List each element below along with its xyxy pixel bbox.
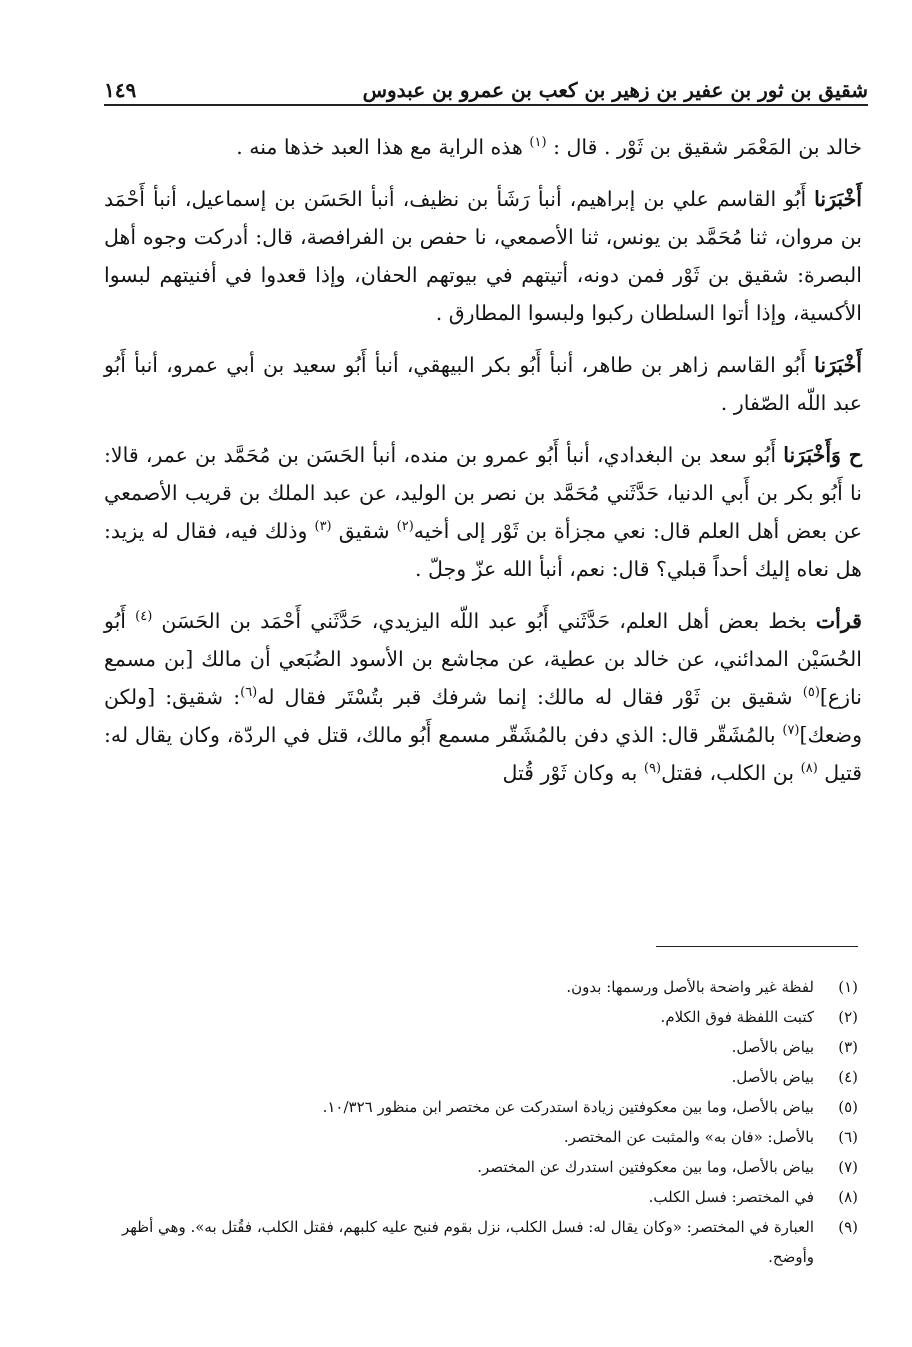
footnote-number: (٩) bbox=[838, 1218, 858, 1236]
page-number: ١٤٩ bbox=[104, 78, 137, 102]
footnote-item bbox=[104, 1032, 858, 1062]
footnote-text: بياض بالأصل، وما بين معكوفتين زيادة استدركت عن مختصر ابن منظور ١٠/٣٢٦. bbox=[322, 1098, 814, 1116]
paragraph-4 bbox=[104, 436, 862, 588]
footnote-item bbox=[104, 1122, 858, 1152]
footnote-number: (٧) bbox=[838, 1158, 858, 1176]
footnote-ref: (٤) bbox=[135, 609, 153, 625]
footnote-number: (٥) bbox=[838, 1098, 858, 1116]
footnote-ref: (٢) bbox=[396, 519, 414, 535]
paragraph-text: هذه الراية مع هذا العبد خذها منه . bbox=[236, 135, 523, 159]
header-title: شقيق بن ثور بن عفير بن زهير بن كعب بن عمرو بن عبدوس bbox=[362, 78, 868, 102]
footnote-number: (٣) bbox=[838, 1038, 858, 1056]
footnote-item bbox=[104, 1152, 858, 1182]
paragraph-text: أَبُو سعد بن البغدادي، أنبأ أَبُو عمرو بن منده، أنبأ الحَسَن بن مُحَمَّد بن عمر، قالا: نا أَبُو بكر بن أَبي الدنيا، حَدَّثَني مُحَمَّد بن نصر بن الوليد، عن عبد الملك بن قريب الأصمعي عن بعض أهل العلم قال: نعي مجزأة بن ثَوْر إلى أخيه bbox=[104, 443, 862, 543]
footnote-item bbox=[104, 1002, 858, 1032]
footnote-number: (٢) bbox=[838, 1008, 858, 1026]
footnote-ref: (٨) bbox=[800, 761, 818, 777]
footnote-item bbox=[104, 1062, 858, 1092]
footnote-ref: (٥) bbox=[802, 685, 820, 701]
isnad-keyword: ح وَأَخْبَرَنا bbox=[783, 443, 862, 467]
footnote-number: (١) bbox=[838, 978, 858, 996]
footnote-text: في المختصر: فسل الكلب. bbox=[648, 1188, 814, 1206]
footnote-ref: (٦) bbox=[240, 685, 258, 701]
footnotes bbox=[104, 972, 858, 1272]
paragraph-text: بن الكلب، فقتل bbox=[661, 761, 795, 785]
footnote-ref: (٣) bbox=[314, 519, 332, 535]
paragraph-text: به وكان ثَوْر قُتل bbox=[502, 761, 638, 785]
footnote-text: لفظة غير واضحة بالأصل ورسمها: بدون. bbox=[566, 978, 814, 996]
paragraph-text: شقيق بن ثَوْر فقال له مالك: إنما شرفك قبر بتُسْتَر فقال له bbox=[257, 685, 793, 709]
footnote-text: بياض بالأصل. bbox=[731, 1038, 814, 1056]
isnad-keyword: قرأت bbox=[815, 609, 862, 633]
paragraph-text: وذلك فيه، فقال له يزيد: هل نعاه إليك أحداً قبلي؟ قال: نعم، أنبأ الله عزّ وجلّ . bbox=[104, 519, 862, 581]
footnote-item bbox=[104, 972, 858, 1002]
footnote-number: (٤) bbox=[838, 1068, 858, 1086]
footnote-divider bbox=[656, 946, 858, 947]
paragraph-3 bbox=[104, 346, 862, 422]
main-text bbox=[104, 128, 862, 806]
footnote-ref: (١) bbox=[529, 135, 547, 151]
paragraph-text: أَبُو القاسم علي بن إبراهيم، أنبأ رَشَأ بن نظيف، أنبأ الحَسَن بن إسماعيل، أنبأ أَحْمَد بن مروان، ثنا مُحَمَّد بن يونس، ثنا الأصمعي، نا حفص بن الفرافصة، قال: أدركت وجوه أهل البصرة: شقيق بن ثَوْر فمن دونه، أتيتهم في بيوتهم الحفان، وإذا قعدوا في أفنيتهم لبسوا الأكسية، وإذا أتوا السلطان ركبوا ولبسوا المطارق . bbox=[104, 187, 862, 325]
paragraph-text: شقيق bbox=[338, 519, 390, 543]
paragraph-text: بالمُشَقّر قال: الذي دفن بالمُشَقّر مسمع أَبُو مالك، قتل في الردّة، وكان يقال له: قتيل bbox=[104, 723, 862, 785]
paragraph-1 bbox=[104, 128, 862, 166]
running-header bbox=[104, 72, 868, 102]
paragraph-text: بخط بعض أهل العلم، حَدَّثَني أَبُو عبد اللّه اليزيدي، حَدَّثَني أَحْمَد بن الحَسَن bbox=[161, 609, 807, 633]
footnote-item bbox=[104, 1182, 858, 1212]
paragraph-text: أَبُو الحُسَيْن المدائني، عن خالد بن عطية، عن مجاشع بن الأسود الضُبَعي أن مالك [بن مسمع نازع] bbox=[104, 609, 862, 709]
footnote-item bbox=[104, 1212, 858, 1272]
paragraph-text: أَبُو القاسم زاهر بن طاهر، أنبأ أَبُو بكر البيهقي، أنبأ أَبُو سعيد بن أبي عمرو، أنبأ أَبُو عبد اللّه الصّفار . bbox=[104, 353, 862, 415]
footnote-ref: (٧) bbox=[782, 723, 800, 739]
header-divider bbox=[104, 104, 868, 106]
footnote-text: بياض بالأصل، وما بين معكوفتين استدرك عن المختصر. bbox=[477, 1158, 814, 1176]
footnote-text: العبارة في المختصر: «وكان يقال له: فسل الكلب، نزل بقوم فنبح عليه كلبهم، فقتل الكلب، فقُتل به». وهي أظهر وأوضح. bbox=[121, 1218, 814, 1266]
paragraph-text: : شقيق: [ولكن وضعك] bbox=[104, 685, 862, 747]
footnote-text: كتبت اللفظة فوق الكلام. bbox=[660, 1008, 814, 1026]
footnote-text: بياض بالأصل. bbox=[731, 1068, 814, 1086]
paragraph-text: خالد بن المَعْمَر شقيق بن ثَوْر . قال : bbox=[553, 135, 862, 159]
paragraph-2 bbox=[104, 180, 862, 332]
footnote-item bbox=[104, 1092, 858, 1122]
footnote-number: (٦) bbox=[838, 1128, 858, 1146]
footnote-text: بالأصل: «فان به» والمثبت عن المختصر. bbox=[563, 1128, 814, 1146]
footnote-ref: (٩) bbox=[643, 761, 662, 777]
footnote-number: (٨) bbox=[838, 1188, 858, 1206]
isnad-keyword: أَخْبَرَنا bbox=[814, 353, 862, 377]
isnad-keyword: أَخْبَرَنا bbox=[814, 187, 862, 211]
paragraph-5 bbox=[104, 602, 862, 792]
